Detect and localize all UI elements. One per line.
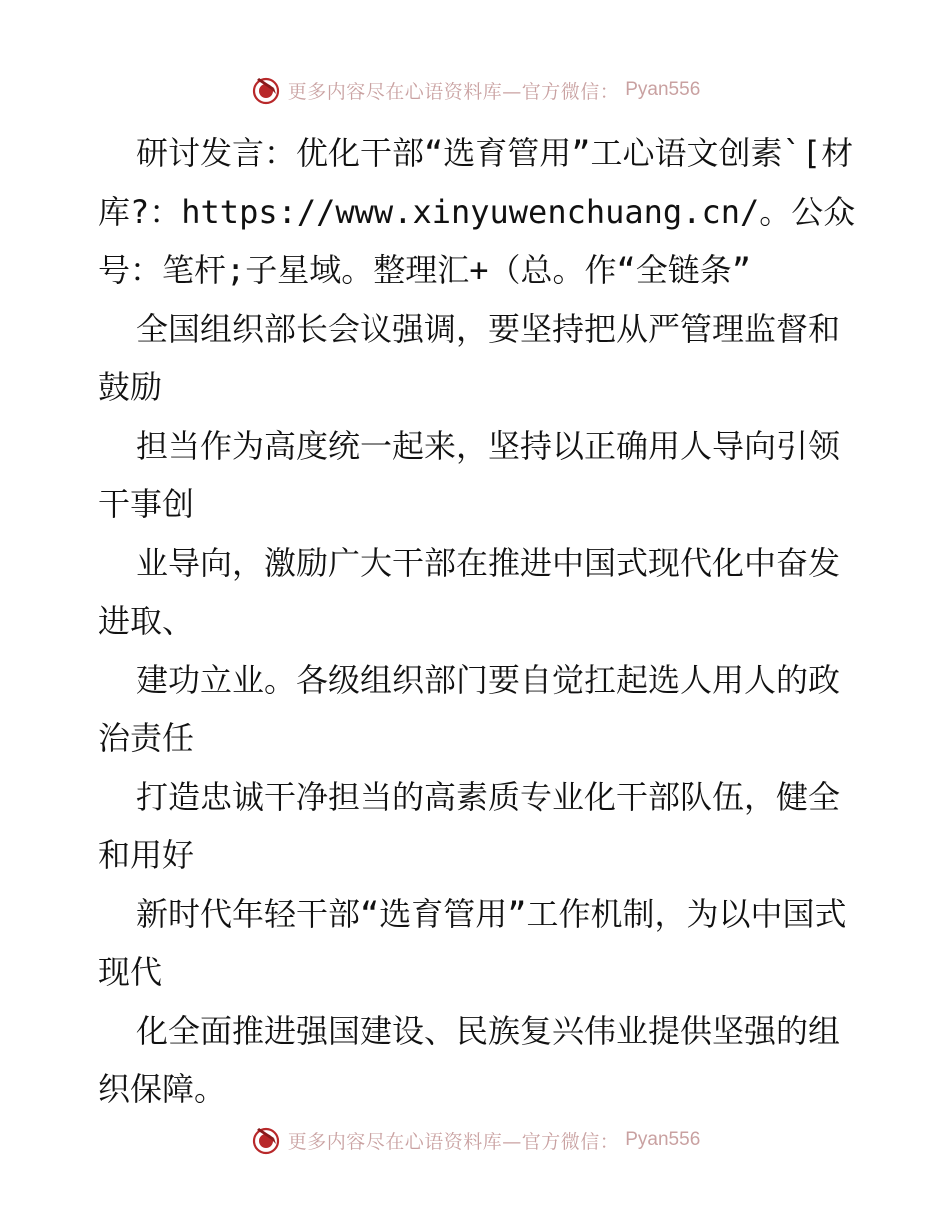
banner-wechat-id: Pyan556: [625, 79, 701, 100]
paragraph: 业导向，激励广大干部在推进中国式现代化中奋发进取、: [98, 543, 841, 640]
banner-text: 更多内容尽在心语资料库—官方微信：: [287, 1130, 620, 1153]
quill-seal-icon: [250, 1124, 282, 1156]
paragraph: 新时代年轻干部“选育管用”工作机制，为以中国式现代: [98, 894, 847, 991]
paragraph: 研讨发言：优化干部“选育管用”工心语文创素`[材库?：https://www.xinyuwenchuang.cn/。公众号：笔杆;子星域。整理汇+（总。作“全链条”: [98, 134, 856, 289]
paragraph: 打造忠诚干净担当的高素质专业化干部队伍，健全和用好: [98, 777, 841, 874]
footer-banner: [0, 1120, 950, 1160]
banner-wechat-id: Pyan556: [625, 1129, 701, 1150]
document-body: [98, 124, 858, 1119]
quill-seal-icon: [250, 74, 282, 106]
paragraph: 化全面推进强国建设、民族复兴伟业提供坚强的组织保障。: [98, 1011, 841, 1108]
paragraph: 担当作为高度统一起来，坚持以正确用人导向引领干事创: [98, 426, 841, 523]
banner-text: 更多内容尽在心语资料库—官方微信：: [287, 80, 620, 103]
paragraph: 全国组织部长会议强调，要坚持把从严管理监督和鼓励: [98, 309, 841, 406]
paragraph: 建功立业。各级组织部门要自觉扛起选人用人的政治责任: [98, 660, 841, 757]
header-banner: [0, 70, 950, 110]
